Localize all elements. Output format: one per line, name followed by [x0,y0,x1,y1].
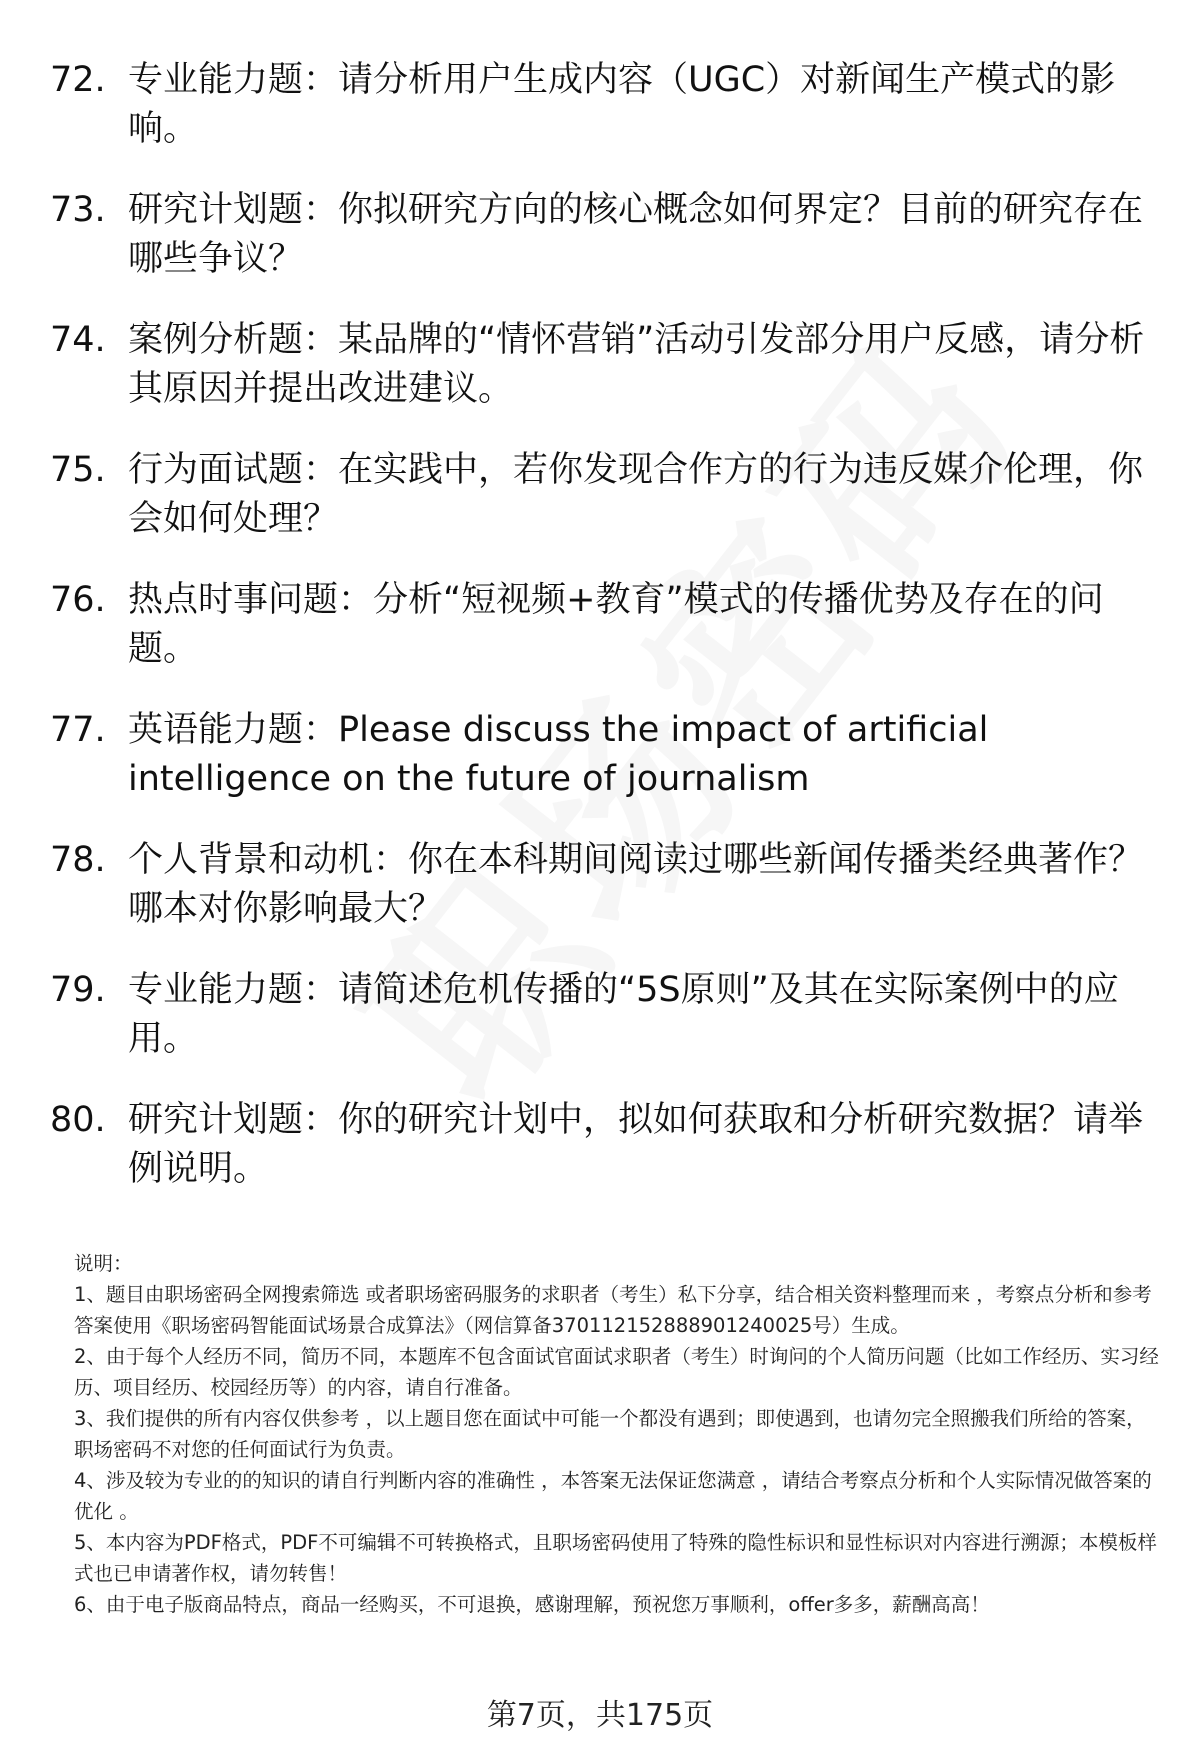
question-number: 77. [50,710,106,750]
question-number: 73. [50,190,106,230]
question-number: 72. [50,60,106,100]
question-number: 78. [50,840,106,880]
note-item: 6、由于电子版商品特点，商品一经购买，不可退换，感谢理解，预祝您万事顺利，offer多多，薪酬高高！ [74,1593,990,1616]
question-item [50,576,1160,706]
note-item: 5、本内容为PDF格式，PDF不可编辑不可转换格式，且职场密码使用了特殊的隐性标识和显性标识对内容进行溯源；本模板样式也已申请著作权，请勿转售！ [74,1531,1157,1585]
question-list [50,56,1160,1226]
question-item [50,56,1160,186]
question-item [50,836,1160,966]
question-text: 热点时事问题：分析“短视频+教育”模式的传播优势及存在的问题。 [128,580,1104,669]
question-text: 个人背景和动机：你在本科期间阅读过哪些新闻传播类经典著作？哪本对你影响最大？ [128,840,1144,929]
question-number: 75. [50,450,106,490]
question-text: 行为面试题：在实践中，若你发现合作方的行为违反媒介伦理，你会如何处理？ [128,450,1144,539]
question-item [50,1096,1160,1226]
question-text: 研究计划题：你的研究计划中，拟如何获取和分析研究数据？请举例说明。 [128,1100,1144,1189]
question-item [50,316,1160,446]
note-item: 1、题目由职场密码全网搜索筛选 或者职场密码服务的求职者（考生）私下分享，结合相关资料整理而来 ，考察点分析和参考答案使用《职场密码智能面试场景合成算法》（网信算备370112152888901240025号）生成。 [74,1283,1152,1337]
question-number: 74. [50,320,106,360]
note-item: 4、涉及较为专业的的知识的请自行判断内容的准确性 ，本答案无法保证您满意 ，请结合考察点分析和个人实际情况做答案的优化 。 [74,1469,1152,1523]
question-item [50,446,1160,576]
question-number: 79. [50,970,106,1010]
question-item [50,186,1160,316]
question-item [50,966,1160,1096]
question-text: 英语能力题：Please discuss the impact of artificial intelligence on the future of journalism [128,710,989,799]
question-number: 80. [50,1100,106,1140]
question-number: 76. [50,580,106,620]
question-text: 研究计划题：你拟研究方向的核心概念如何界定？目前的研究存在哪些争议？ [128,190,1144,279]
notes-section [74,1248,1164,1620]
note-item: 3、我们提供的所有内容仅供参考 ，以上题目您在面试中可能一个都没有遇到；即使遇到，也请勿完全照搬我们所给的答案，职场密码不对您的任何面试行为负责。 [74,1407,1146,1461]
page-indicator: 第7页，共175页 [486,1698,714,1733]
note-item: 2、由于每个人经历不同，简历不同，本题库不包含面试官面试求职者（考生）时询问的个人简历问题（比如工作经历、实习经历、项目经历、校园经历等）的内容，请自行准备。 [74,1345,1159,1399]
question-text: 专业能力题：请简述危机传播的“5S原则”及其在实际案例中的应用。 [128,970,1119,1059]
question-text: 案例分析题：某品牌的“情怀营销”活动引发部分用户反感，请分析其原因并提出改进建议。 [128,320,1145,409]
notes-heading: 说明： [74,1252,133,1275]
question-text: 专业能力题：请分析用户生成内容（UGC）对新闻生产模式的影响。 [128,60,1116,149]
question-item [50,706,1160,836]
